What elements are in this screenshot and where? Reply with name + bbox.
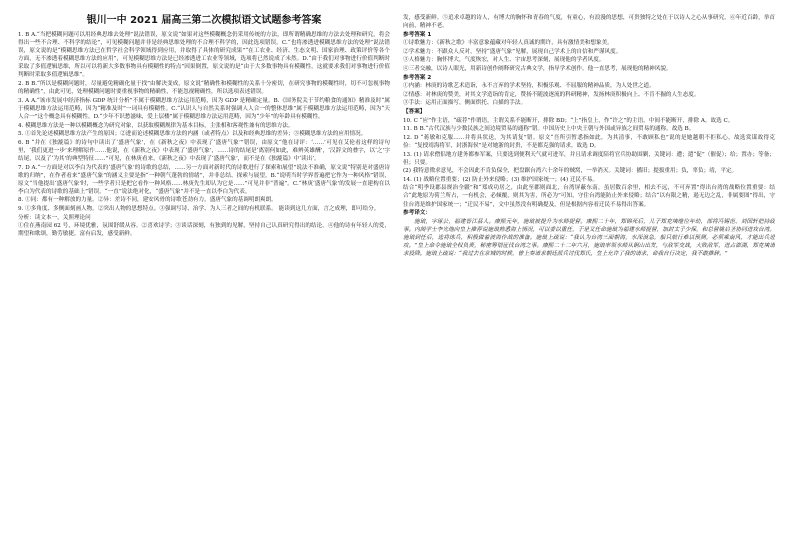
answer-paragraph: 3. A A.“该市发展中经济指标 GDP 统计分析”不属于模糊思维方法运用范畴，因为 GDP 是精确定量。B.《国务院关于节约粮食的通知》精准及时“属于模糊思维方法运用范畴，因为“精准及时”一词具有模糊性。C.“认识人与自然关系时强调人人合一的整体思维”属于模糊思维方法运用范畴，因为“天人合一”这个概念具有模糊性。D.“少年不识愁滋味，爱上层楼”属于模糊思维方法运用范畴，因为“少年”的年龄具有模糊性。 — [18, 97, 390, 120]
answer-paragraph: 11. B B.“古代汉族与少数民族之间边境贸易的通称”错。中国历史上中央王朝与外国或异族之间贸易的通称。故选 B。 — [403, 126, 695, 133]
page-title: 银川一中 2021 届高三第二次模拟语文试题参考答案 — [86, 15, 322, 26]
right-column — [403, 14, 775, 538]
answer-paragraph: ①诗歌魅力：《新秋之歌》丰富意象蕴藏对年轻人真诚的期许，具有激情美和想象美。 — [403, 40, 613, 47]
answer-paragraph: 14. (1) 战略位置重要；(2) 防止外来侵略；(3) 维护国家统一；(4) 迁民不易。 — [403, 176, 598, 183]
answer-paragraph: 结合“明季设郡县规治全疆”和“郑成功居之，由此至郡则面北，台湾屏蔽东南，虽居数百余里，相去不远，不可弃置”得出台湾的战略位置重要：结合“此地原为荷兰所占，一有机会，必倾覆，则其为害，所必为”可知，守住台湾能防止外来侵略；结合“以有限之精，遏无边之乱，非属要图”得出，守住台湾是维护国家统一；“迁民不易”，文中虽然没有明确提及，但是根据内容看迁民不易得出答案。 — [403, 185, 775, 208]
section-heading: 参考译文： — [403, 210, 431, 217]
answer-paragraph: 1. B A.“当把模糊问题可以用经典思维去处理”说法错误，原文说“如果对这些模糊概念仍采用传统的方法，即所谓精确思维的方法去处理和研究，将会得出一些不合理、不科学的结论”，可见模糊问题并非是经典思维处理的不合理不科学的，因此选项错误。C.“也将渗透进模糊思维方法的处理”说法错误，原文说的是“模糊思维方法已在哲学社会科学领域得到应用，并取得了具体的研究成果”“在工农业、经济、生态文明、国家治理、政策评价等各个方面，无不渗透着模糊思维方法的应用”，可见模糊思维方法是已经渗透进工农业等领域，选项将已然说成了未然。D.“由于我们对事物进行价值判断时采取了多值逻辑思维，所以可以将新大多数事物具有模糊性的特点”因果倒置，原文说的是“由于大多数事物具有模糊性，这就要求我们对事物进行价值判断时采取多值逻辑思维”。 — [18, 32, 390, 79]
answer-paragraph: ②学术魅力：不跟众人反对，坚持“盛唐气象”见解，展现自己学术上的自信和严谨风度。 — [403, 48, 622, 55]
answer-paragraph: 4. 模糊思维方法是一种以模糊概念为研究对象，以获取模糊规律为基本目标，主张相和客观性兼有的思维方法。 — [18, 122, 294, 129]
answer-paragraph: ①住在燕南园 62 号，环境优雅，氛围舒缓从容。②喜欢诗学；③谈话深刻，有独到的见解，坚持自己认真研究得出的结论。④他的诗有年轻人的爱，期望和歌颂，勤劳敏捷，富有启发，感受新鲜。 — [18, 223, 390, 238]
answer-paragraph: 12. D “蒋敏和克服……并将具状送，为其请复”错。原文“吾所引暂悉指如此，为其清事，不敢顾私也”说的是她越朝不拒私心，故选赏谋故得克俭：“复授靖海将军，封浙海侯”是对她浙的封贵，不是都克强的请求。故选 D。 — [403, 134, 775, 149]
answer-paragraph: 7. D A.“一方面是对以李白为代表的‘盛唐气象’的诗歌的总结，……另一方面对新时代的诗歌进行了探索和展望”说法不准确，原文说“特别是对盛唐诗歌的归纳”，在作者看来“盛唐气象”的涵义主要是指“一种朝气蓬勃的情绪”，并非总结、探索与展望。B.“说明当时学界普遍把它作为一种风格”错误，原文“当他提出‘盛唐气象’时，一些学者只是把它看作一种风格……林庚先生却认为它是……”可见并非“普遍”。C.“林庚‘盛唐气象’的发展一直建构在以李白为代表的诗歌的基础上”错误，“一直”说法绝对化，“盛唐气象”并不是一直以李白为代表。 — [18, 164, 390, 195]
section-heading: 参考答案 2 — [403, 74, 432, 81]
translation-paragraph: 施琅，字琢公，福建晋江县人。康熙元年，施琅被提升为水师提督。康熙二十年，郑锦死后，儿子郑克塽继位年幼，部将冯锡范、刘国轩把持政事。内阁学士李光地向皇上推荐说施琅熟悉海上情况，可以委以重任，于是又任命施琅为福建水师提督，加封太子少保，和总督姚启圣协同进攻台湾。施琅到任后，选将练兵，积极做着渡海作战的准备。施琅上疏说：“我认为台湾三面朝海，水深浪急，船只航行难以预测，必须乘南风，才能出兵进攻。”皇上命令施琅全权负责，秘密筹划征伐台湾之事。康熙二十二年六月，施琅率领水师从铜山出发，与敌军交战，大败敌军，进占澎湖，郑克塽请求投降。施琅上疏说：“我过去在京城的时候，曾上奏请求朝廷派兵讨伐郑氏，皇上允许了我的请求，命我自行决定，我不敢推辞。” — [403, 218, 775, 258]
section-heading: 参考答案 1 — [403, 31, 432, 38]
answer-paragraph: ①内涵：林庚的诗歌艺术造诣，永不言弃的学术坚持，积极乐观、不屈服的精神品质，为人处世之道。 — [403, 83, 655, 90]
answer-paragraph: 5. ①首先论述模糊思维方法产生的原因；②进而论述模糊思维方法的内涵（或者特点）以及和经典思维的差异；③模糊思维方法的应用情况。 — [18, 131, 367, 138]
answer-paragraph: ③手法：运用正面描写，侧面烘托、白描的手法。 — [403, 100, 527, 107]
answer-paragraph: ③人格魅力：胸怀博大，气度恢宏，对人生、宇宙思考深刻，展现他的学者风度。 — [403, 57, 605, 64]
answer-paragraph: 发，感受新鲜。⑤追求卓越的诗人，有博大的胸怀和青春的气度，有童心，有浪漫的思想，可贵独特之处在于以诗人之心从事研究。⑥年近百龄，举首向前，精神不老。 — [403, 15, 775, 30]
answer-paragraph: ④三者交融，以诗人眼光，用新诗创作阐释研究古典文学，指导学术创作。他一直思考，展现他的精神风貌。 — [403, 66, 672, 73]
answer-paragraph: 分析：读文本一，关照理论问 — [18, 214, 91, 221]
left-column — [18, 14, 390, 538]
answer-paragraph: 13. (1) 请求僧侣地方建务都参军案，只要选到便利天气就可进军，并且请求调度陪将官兵协助围剿，关键词：遭；遣“促”（催促）；给；置办；等备；但；只要。 — [403, 151, 775, 166]
answer-paragraph: 10. C “应”作主语，“疏荐”作谓语，主谓关系不能断开，排除 BD；“上”指皇上，作“许之”的主语，中间不能断开，排除 A。故选 C。 — [403, 117, 734, 124]
answer-paragraph: 6. B “并在《独漉篇》的诗句中读出了‘盛唐气象’，在《新秋之夜》中表现了‘盛唐气象’”错误，由原文“他在诗评：‘……’可见在艾伦看这样的诗句里，‘我们更进一步’来理解原作……他说，在《新秋之夜》中表现了‘盛唐气象’，……诗的结尾是‘离别何如此，难辨英雄酬’，‘汉辞文的叠字，以‘之’字结尾，以及了‘为其’的典型特征……”可见，在林庚看来，《新秋之夜》中表现了‘盛唐气象’，而不是在《独漉篇》中‘读出’。 — [18, 139, 390, 162]
answer-paragraph: 8. ①同：都有一种解放的力量。②异：差诗不同，建安风骨的诗歌苍劲有力，盛唐气象的基调明朗爽朗。 — [18, 197, 277, 204]
answer-paragraph: ②情感：对林庚的赞美，对其文学造诣的肯定，赞扬不随波逐流的科研精神，发扬林庚积极向上、不肯不掘的人生态度。 — [403, 91, 700, 98]
answer-paragraph: 9. ①多角度、多侧面刻画人物。②突出人物的思想特点。③强调写诗、治学、为人三者之间的有机联系。 能读到这几方面，言之成理，即可给分。 — [18, 205, 380, 212]
answer-paragraph: (2) 我特意徵求意见，不会因此不肯负保全，把盘踞台湾六十余年的贼窝，一举消灭。关键词：播旧；提拔重用；负，辜负；靖，平定。 — [403, 168, 738, 175]
section-heading: 【答案】 — [403, 109, 426, 116]
answer-paragraph: 2. B B.“所以是模糊问题时，尽量避免精确化量于找”由解决变成，原文说“精确性和模糊性的关系十分密切，在研究事物的模糊性时，切不可忽视事物的精确性”，由此可见，处理模糊问题时要重视事物的精确性，不能忽视精确性，所以选项表述错误。 — [18, 81, 390, 96]
